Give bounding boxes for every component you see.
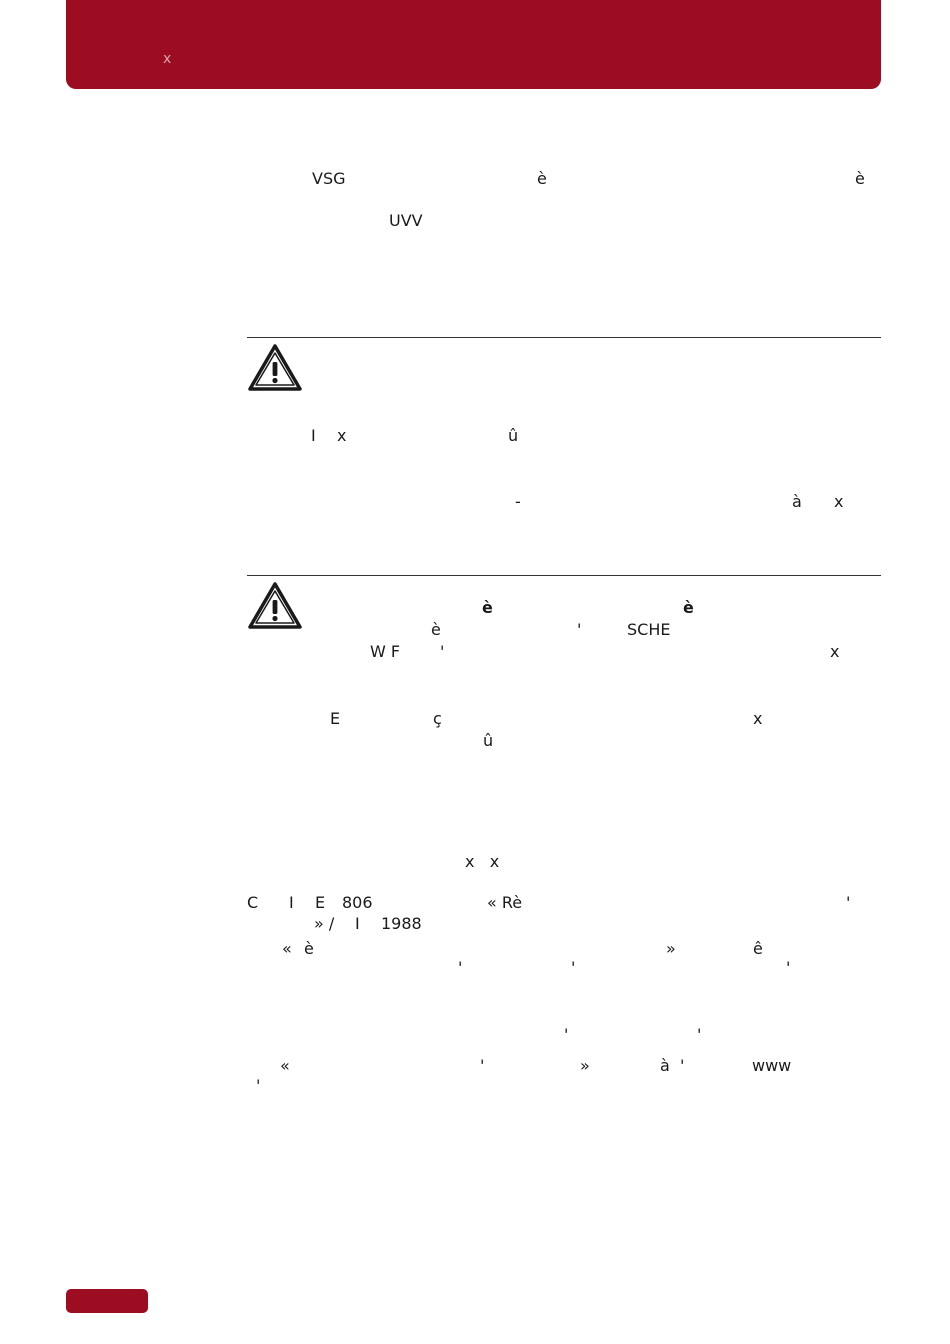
text-fragment: C bbox=[247, 893, 259, 912]
text-uvv: UVV bbox=[389, 211, 423, 230]
text-www: www bbox=[752, 1056, 792, 1075]
text-fragment: ê bbox=[753, 939, 763, 958]
page-number-tab bbox=[66, 1289, 148, 1313]
warning-triangle-icon bbox=[247, 581, 303, 631]
text-fragment: ' bbox=[571, 958, 576, 977]
text-fragment: E bbox=[315, 893, 326, 912]
text-fragment: I bbox=[355, 914, 360, 933]
text-fragment: à bbox=[792, 492, 802, 511]
warning-triangle-icon bbox=[247, 343, 303, 393]
text-fragment: à bbox=[660, 1056, 670, 1075]
text-fragment: x x bbox=[465, 852, 500, 871]
text-fragment: û bbox=[508, 426, 519, 445]
text-fragment: è bbox=[304, 939, 314, 958]
header-mark: x bbox=[163, 51, 172, 67]
text-fragment: è bbox=[431, 620, 441, 639]
text-fragment: ' bbox=[786, 958, 791, 977]
text-fragment: ç bbox=[433, 709, 442, 728]
text-fragment: W F bbox=[370, 642, 401, 661]
text-fragment: ' bbox=[256, 1076, 261, 1095]
text-fragment: x bbox=[337, 426, 347, 445]
text-fragment: ' bbox=[577, 620, 582, 639]
text-sche: SCHE bbox=[627, 620, 671, 639]
text-fragment: « bbox=[282, 939, 292, 958]
text-fragment: ' bbox=[697, 1025, 702, 1044]
text-fragment: 1988 bbox=[381, 914, 422, 933]
text-fragment: ' bbox=[564, 1025, 569, 1044]
text-fragment: è bbox=[683, 598, 694, 617]
text-fragment: « Rè bbox=[487, 893, 523, 912]
text-fragment: » bbox=[580, 1056, 590, 1075]
text-fragment: x bbox=[753, 709, 763, 728]
text-fragment: è bbox=[537, 169, 547, 188]
text-fragment: I bbox=[311, 426, 316, 445]
page-header-band bbox=[66, 0, 881, 89]
text-fragment: - bbox=[515, 492, 521, 511]
text-fragment: 806 bbox=[342, 893, 373, 912]
text-fragment: x bbox=[830, 642, 840, 661]
text-fragment: E bbox=[330, 709, 341, 728]
text-fragment: » bbox=[666, 939, 676, 958]
divider-rule bbox=[247, 337, 881, 338]
text-fragment: è bbox=[855, 169, 865, 188]
text-fragment: ' bbox=[680, 1056, 685, 1075]
text-fragment: x bbox=[834, 492, 844, 511]
divider-rule bbox=[247, 575, 881, 576]
text-fragment: ' bbox=[480, 1056, 485, 1075]
text-fragment: » / bbox=[314, 914, 335, 933]
text-fragment: è bbox=[482, 598, 493, 617]
text-fragment: « bbox=[280, 1056, 290, 1075]
text-vsg: VSG bbox=[312, 169, 346, 188]
text-fragment: ' bbox=[846, 893, 851, 912]
text-fragment: ' bbox=[458, 958, 463, 977]
text-fragment: ' bbox=[440, 642, 445, 661]
text-fragment: I bbox=[289, 893, 294, 912]
text-fragment: û bbox=[483, 731, 494, 750]
